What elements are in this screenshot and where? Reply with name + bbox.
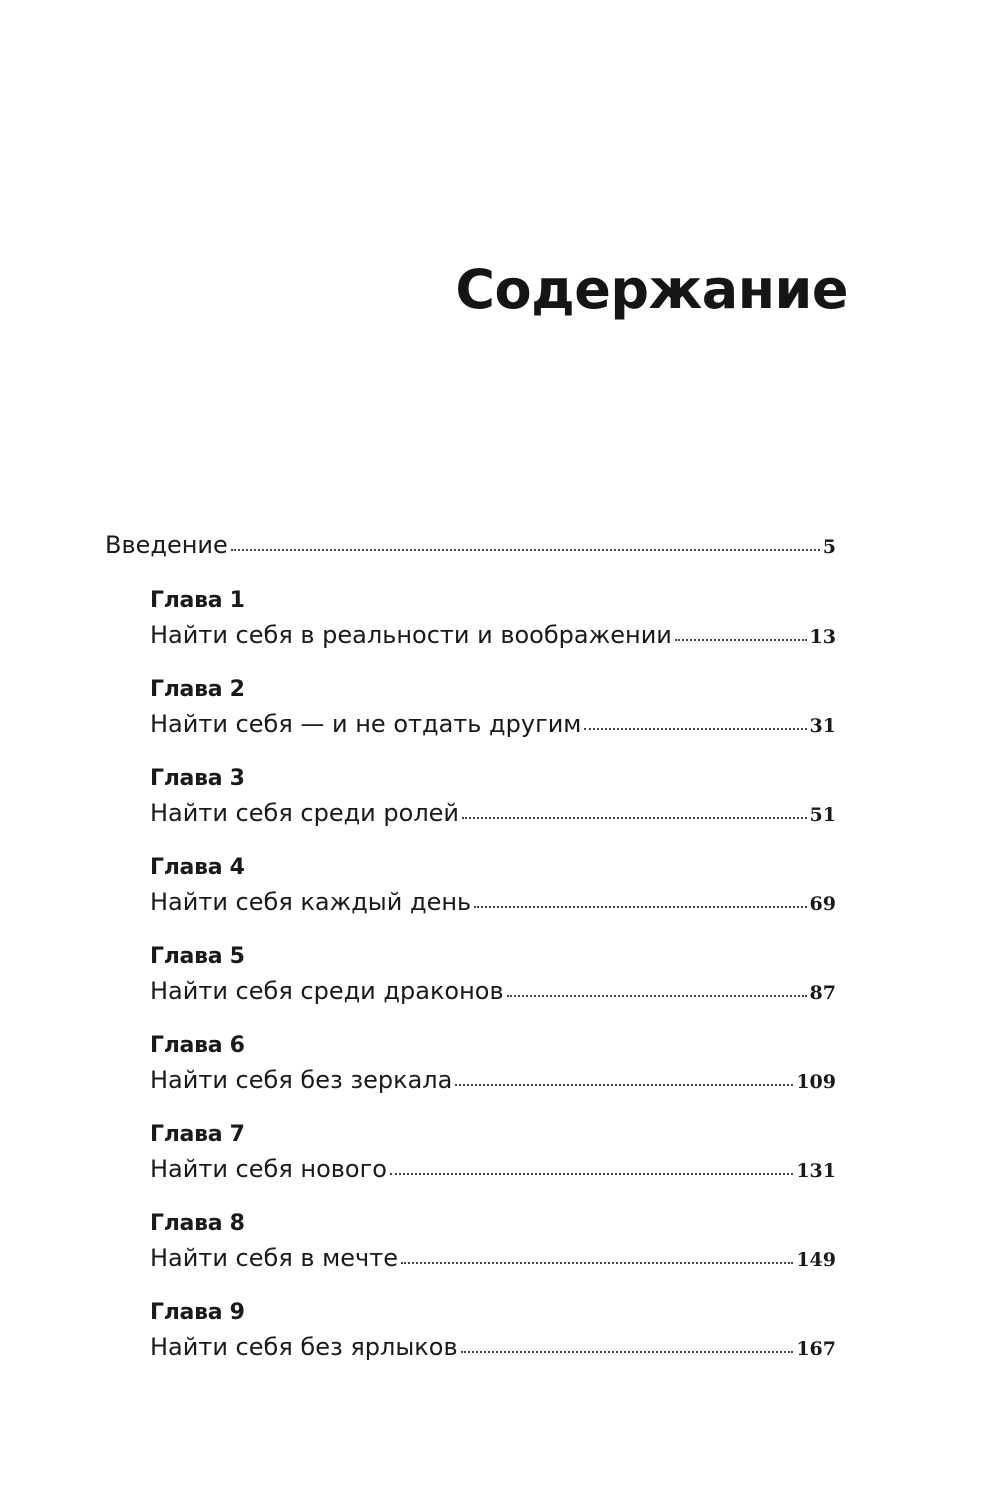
toc-entry[interactable] [150,796,836,830]
chapter-heading: Глава 4 [150,855,245,880]
toc-chapter-3[interactable] [150,762,836,830]
toc-entry-title: Найти себя без ярлыков [150,1333,458,1361]
dot-leader [461,1347,794,1353]
chapter-heading: Глава 7 [150,1122,245,1147]
toc-page-number: 69 [809,893,836,915]
chapter-heading: Глава 3 [150,766,245,791]
toc-page-number: 131 [796,1160,836,1182]
toc-entry[interactable] [150,974,836,1008]
toc-entry-title: Найти себя в реальности и воображении [150,621,672,649]
toc-page-number: 149 [796,1249,836,1271]
toc-entry[interactable] [150,1063,836,1097]
toc-chapter-5[interactable] [150,940,836,1008]
chapter-heading: Глава 8 [150,1211,245,1236]
toc-entry-title: Найти себя — и не отдать другим [150,710,582,738]
toc-entry[interactable] [150,1330,836,1364]
chapter-heading: Глава 2 [150,677,245,702]
dot-leader [507,991,807,997]
toc-page-number: 5 [822,536,836,558]
toc-entry[interactable] [150,1241,836,1275]
toc-chapter-8[interactable] [150,1207,836,1275]
toc-entry-title: Найти себя без зеркала [150,1066,453,1094]
toc-entry-title: Найти себя каждый день [150,888,472,916]
toc-chapter-2[interactable] [150,673,836,741]
toc-entry-title: Найти себя среди драконов [150,977,504,1005]
toc-entry[interactable] [150,885,836,919]
dot-leader [584,724,806,730]
table-of-contents [0,528,1000,1364]
dot-leader [474,902,806,908]
toc-chapter-1[interactable] [150,584,836,652]
toc-chapter-4[interactable] [150,851,836,919]
chapter-heading: Глава 6 [150,1033,245,1058]
toc-entry-title: Найти себя нового [150,1155,387,1183]
toc-entry-title: Найти себя среди ролей [150,799,460,827]
toc-entry[interactable] [150,707,836,741]
toc-page-number: 51 [809,804,836,826]
dot-leader [455,1080,793,1086]
dot-leader [401,1258,793,1264]
toc-entry-title: Найти себя в мечте [150,1244,398,1272]
toc-chapter-9[interactable] [150,1296,836,1364]
toc-entry[interactable] [150,1152,836,1186]
dot-leader [462,813,807,819]
page-title: Содержание [455,258,848,322]
toc-page-number: 167 [796,1338,836,1360]
dot-leader [675,635,807,641]
toc-entry[interactable] [150,618,836,652]
toc-page-number: 31 [809,715,836,737]
dot-leader [390,1169,793,1175]
toc-page-number: 13 [809,626,836,648]
chapter-heading: Глава 9 [150,1300,245,1325]
toc-entry-intro[interactable] [105,528,836,562]
toc-page-number: 87 [809,982,836,1004]
toc-chapter-7[interactable] [150,1118,836,1186]
chapter-heading: Глава 5 [150,944,245,969]
dot-leader [231,545,820,551]
toc-page-number: 109 [796,1071,836,1093]
toc-chapter-6[interactable] [150,1029,836,1097]
chapter-heading: Глава 1 [150,588,245,613]
toc-entry-title: Введение [105,531,228,559]
